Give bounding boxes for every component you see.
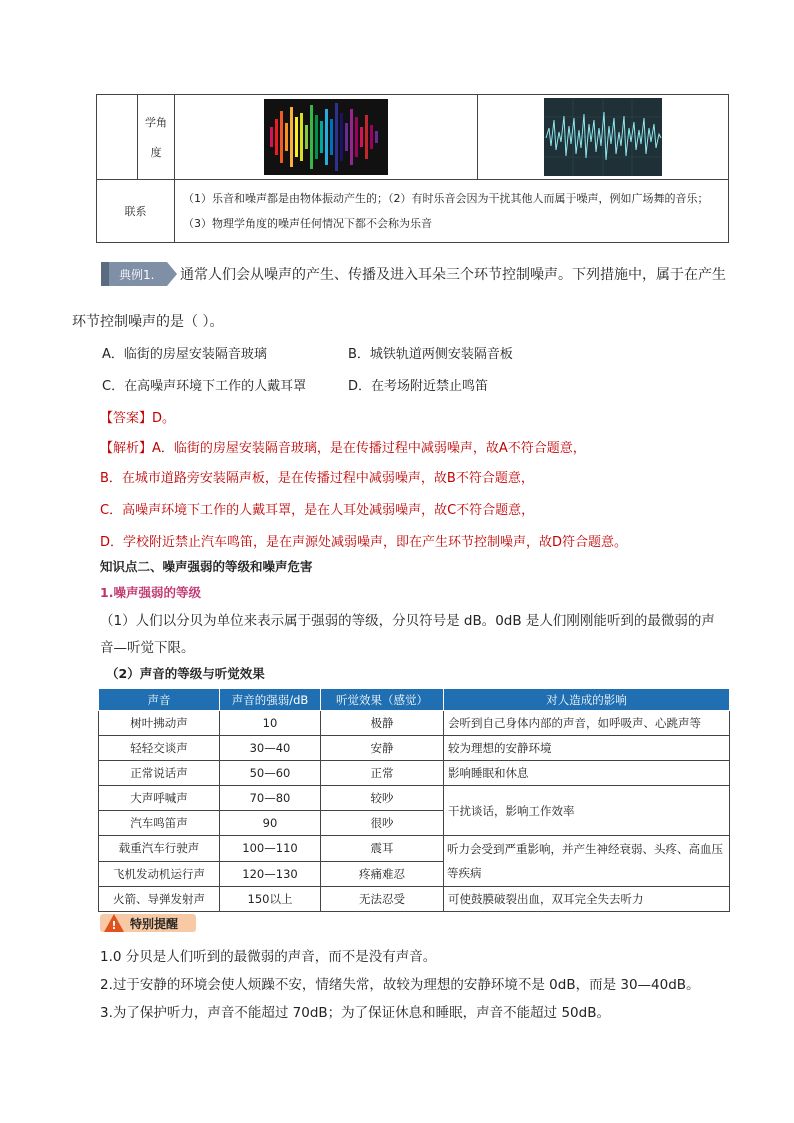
analysis-line-2: B．在城市道路旁安装隔声板，是在传播过程中减弱噪声，故B不符合题意， [100,471,534,486]
table-row: 汽车鸣笛声 90 很吵 [99,811,730,836]
option-b: B．城铁轨道两侧安装隔音板 [348,347,513,362]
subheading-levels: 1.噪声强弱的等级 [100,585,201,600]
music-wave-image-cell [175,95,478,180]
reminder-item-2: 2.过于安静的环境会使人烦躁不安，情绪失常，故较为理想的安静环境不是 0dB，而是 30—40dB。 [100,977,700,993]
noise-waveform-image [544,98,662,176]
table-row: 正常说话声 50—60 正常 影响睡眠和休息 [99,761,730,786]
option-d: D．在考场附近禁止鸣笛 [348,379,489,394]
physics-angle-label: 学角 度 [138,95,175,180]
table-row: 轻轻交谈声 30—40 安静 较为理想的安静环境 [99,736,730,761]
blank-cell [97,95,138,180]
para-1-line-2: 音—听觉下限。 [100,640,195,656]
comparison-table [96,94,729,243]
question-line-1: 通常人们会从噪声的产生、传播及进入耳朵三个环节控制噪声。下列措施中，属于在产生 [180,267,726,283]
table-header-row [99,689,730,711]
header-effect: 听觉效果（感觉） [321,689,444,711]
table-row: 树叶拂动声 10 极静 会听到自己身体内部的声音，如呼吸声、心跳声等 [99,711,730,736]
header-sound: 声音 [99,689,220,711]
analysis-line-3: C．高噪声环境下工作的人戴耳罩，是在人耳处减弱噪声，故C不符合题意， [100,503,535,518]
analysis-line-4: D．学校附近禁止汽车鸣笛，是在声源处减弱噪声，即在产生环节控制噪声，故D符合题意。 [100,535,628,550]
section-heading: 知识点二、噪声强弱的等级和噪声危害 [100,559,313,574]
para-1-line-1: （1）人们以分贝为单位来表示属于强弱的等级，分贝符号是 dB。0dB 是人们刚刚能听到的最微弱的声 [100,613,715,629]
music-waveform-image [264,99,388,175]
link-text: （1）乐音和噪声都是由物体振动产生的；（2）有时乐音会因为干扰其他人而属于噪声，例如广场舞的音乐；（3）物理学角度的噪声任何情况下都不会称为乐音 [175,180,729,243]
header-impact: 对人造成的影响 [444,689,730,711]
reminder-item-3: 3.为了保护听力，声音不能超过 70dB；为了保证休息和睡眠，声音不能超过 50dB。 [100,1005,610,1021]
reminder-badge: ! 特别提醒 [100,912,196,934]
answer: 【答案】D。 [100,411,176,426]
table-row: 火箭、导弹发射声 150以上 无法忍受 可使鼓膜破裂出血，双耳完全失去听力 [99,887,730,912]
sound-levels-table [98,688,730,912]
question-line-2: 环节控制噪声的是（ ）。 [72,314,224,330]
option-c: C．在高噪声环境下工作的人戴耳罩 [102,379,307,394]
reminder-item-1: 1.0 分贝是人们听到的最微弱的声音，而不是没有声音。 [100,949,437,965]
header-db: 声音的强弱/dB [220,689,321,711]
noise-wave-image-cell [478,95,729,180]
analysis-line-1: 【解析】A．临街的房屋安装隔音玻璃，是在传播过程中减弱噪声，故A不符合题意， [100,441,586,456]
table-row: 载重汽车行驶声 100—110 震耳 听力会受到严重影响，并产生神经衰弱、头疼、高血压等疾病 [99,836,730,862]
svg-text:!: ! [111,919,117,932]
subheading-table: （2）声音的等级与听觉效果 [106,666,265,681]
example-badge: 典例1. [101,262,177,286]
table-row: 飞机发动机运行声 120—130 疼痛难忍 [99,861,730,887]
link-label-cell: 联系 [97,180,175,243]
table-row: 大声呼喊声 70—80 较吵 干扰谈话，影响工作效率 [99,786,730,811]
option-a: A．临街的房屋安装隔音玻璃 [102,347,267,362]
